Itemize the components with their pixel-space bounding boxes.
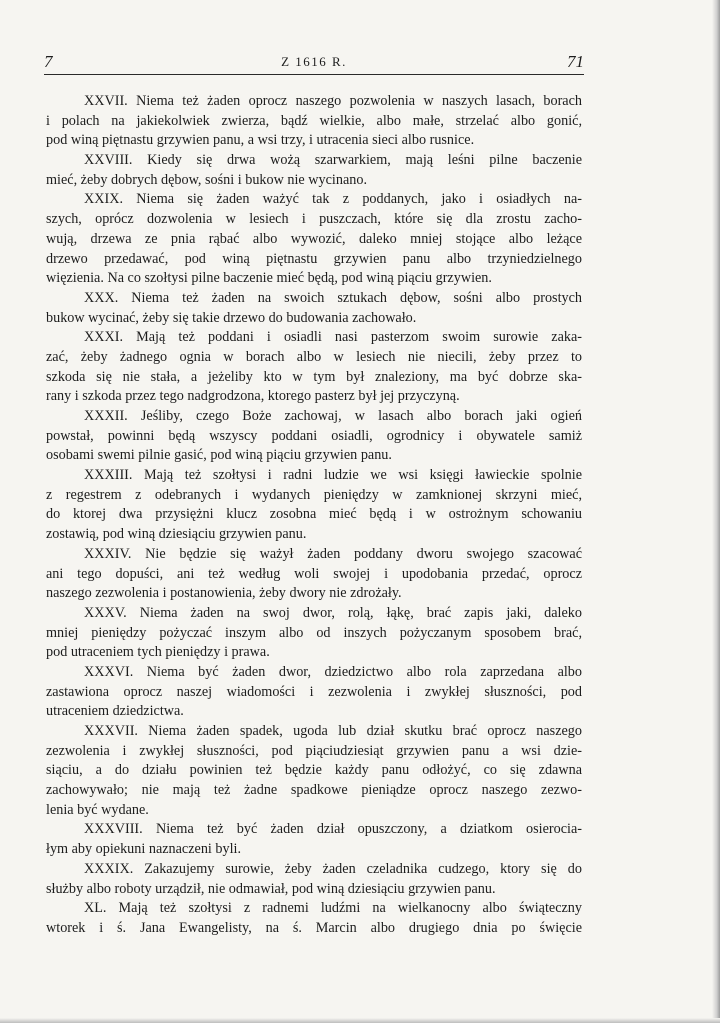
text-line: zachowywało; nie mają też żadne spadkowe pieniądze oprocz naszego zezwo- [46,782,582,799]
text-line: łym aby opiekuni naznaczeni byli. [46,841,242,858]
text-line: wują, drzewa ze pnia rąbać albo wywozić, daleko mniej stojące albo leżące [46,230,582,247]
text-line: bukow wycinać, żeby się takie drzewo do budowania zachowało. [46,309,417,326]
text-line: XXVIII. Kiedy się drwa wożą szarwarkiem, mają leśni pilne baczenie [84,152,582,169]
text-line: służby albo roboty urządził, nie odmawiał, pod winą dziesiąciu grzywien panu. [46,880,496,897]
text-line: rany i szkoda przez tego nadgrodzona, ktorego pasterz był jej przyczyną. [46,388,460,405]
text-line: pod winą piętnastu grzywien panu, a wsi trzy, i utracenia sieci albo rusnice. [46,132,475,149]
page-number-right: 71 [567,52,584,71]
text-line: XXXI. Mają też poddani i osiadli nasi pasterzom swoim surowie zaka- [84,329,582,346]
text-line: pod utraceniem tych pieniędzy i prawa. [46,644,270,661]
text-line: osobami swemi pilnie gasić, pod winą piąciu grzywien panu. [46,447,392,464]
text-line: mieć, żeby dobrych dębow, sośni i bukow nie wycinano. [46,171,367,188]
text-line: XXXIX. Zakazujemy surowie, żeby żaden czeladnika cudzego, ktory się do [84,860,582,877]
text-line: więzienia. Na co szołtysi pilne baczenie mieć będą, pod winą piąciu grzywien. [46,270,492,287]
running-head: Z 1616 R. [281,54,347,69]
text-body [46,92,582,939]
text-line: zać, żeby żadnego ognia w borach albo w lesiech nie niecili, żeby przez to [46,348,582,365]
text-line: XXX. Niema też żaden na swoich sztukach dębow, sośni albo prostych [84,289,582,306]
text-line: szkoda się nie stała, a jeżeliby kto w tym był znaleziony, ma być dobrze ska- [46,368,582,385]
text-line: siąciu, a do działu powinien też będzie każdy panu odłożyć, co się zdawna [46,762,582,779]
text-line: zostawią, pod winą dziesiąciu grzywien panu. [46,526,307,543]
text-line: szych, oprócz dozwolenia w lesiech i puszczach, które się dla zrostu zacho- [46,211,582,228]
text-line: z regestrem z odebranych i wydanych pieniędzy w zamknionej skrzyni mieć, [46,486,582,503]
text-line: i polach na jakiekolwiek zwierza, bądź wielkie, albo małe, strzelać albo gonić, [46,112,582,129]
text-line: naszego zezwolenia i postanowienia, żeby dwory nie zdrożały. [46,585,402,602]
page-bottom-edge [0,1018,720,1023]
text-line: zastawiona oprocz naszej wiadomości i zezwolenia i zwykłej słuszności, pod [46,683,582,700]
text-line: wtorek i ś. Jana Ewangelisty, na ś. Marcin albo drugiego dnia po święcie [46,919,582,936]
text-line: utraceniem dziedzictwa. [46,703,184,720]
text-line: drzewo przedawać, pod winą piętnastu grzywien panu albo trzyniedzielnego [46,250,582,267]
text-line: XXXVI. Niema być żaden dwor, dziedzictwo albo rola zaprzedana albo [84,663,582,680]
text-line: XXVII. Niema też żaden oprocz naszego pozwolenia w naszych lasach, borach [84,93,582,109]
text-line: XXXVII. Niema żaden spadek, ugoda lub dział skutku brać oprocz naszego [84,723,582,739]
page-number-left: 7 [44,52,53,71]
text-line: XXXIII. Mają też szołtysi i radni ludzie we wsi księgi ławieckie spolnie [84,467,582,484]
text-line: XXXII. Jeśliby, czego Boże zachowaj, w lasach albo borach jaki ogień [84,408,582,424]
text-line: lenia być wydane. [46,801,149,818]
text-line: XXIX. Niema się żaden ważyć tak z poddanych, jako i osiadłych na- [84,191,582,208]
text-line: XXXV. Niema żaden na swoj dwor, rolą, łąkę, brać zapis jaki, daleko [84,604,582,621]
text-line: XL. Mają też szołtysi z radnemi ludźmi na wielkanocny albo świąteczny [84,900,582,917]
text-line: XXXIV. Nie będzie się ważył żaden poddany dworu swojego szacować [84,545,582,562]
text-line: mniej pieniędzy pożyczać inszym albo od inszych pożyczanym sposobem brać, [46,624,582,641]
page-header [44,52,584,76]
page-edge-shadow [712,0,720,1023]
text-line: do ktorej dwa przysiężni klucz zosobna mieć będą i w ostrożnym schowaniu [46,506,582,523]
text-line: ani tego dopuści, ani też według woli swojej i upodobania przedać, oprocz [46,565,582,582]
text-line: zezwolenia i zwykłej słuszności, pod piąciudziesiąt grzywien panu a wsi dzie- [46,742,582,759]
header-rule [44,74,584,75]
text-line: XXXVIII. Niema też być żaden dział opuszczony, a dziatkom osierocia- [84,821,582,838]
text-line: powstał, powinni będą wszyscy poddani osiadli, ogrodnicy i obywatele samiż [46,427,582,444]
